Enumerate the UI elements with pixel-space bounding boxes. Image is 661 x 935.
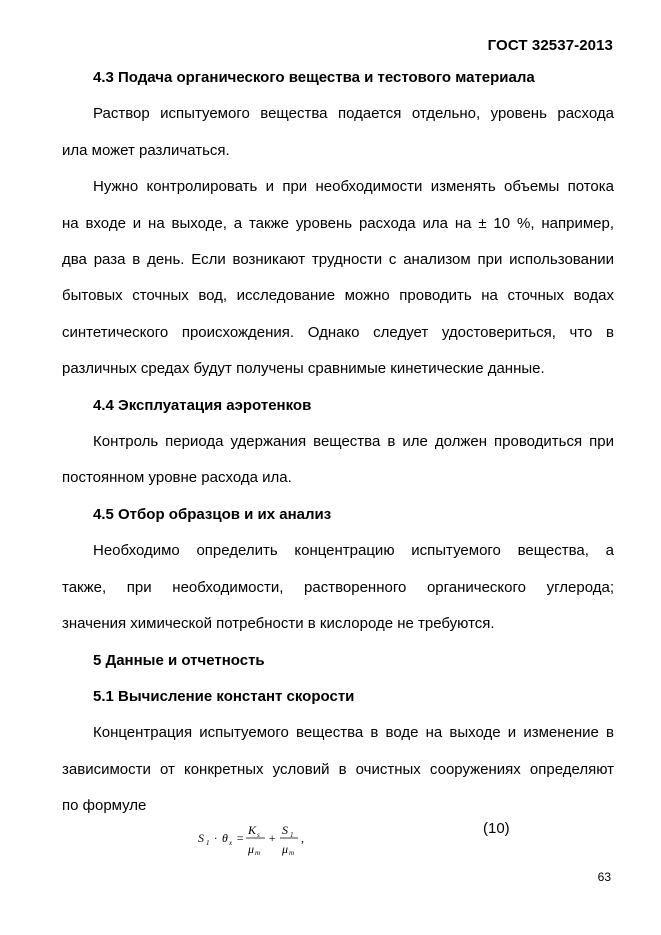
section-heading-4-4: 4.4 Эксплуатация аэротенков — [93, 396, 312, 414]
section-heading-5-1: 5.1 Вычисление констант скорости — [93, 687, 355, 705]
formula-dot: · — [214, 831, 217, 845]
formula-denominator-2: μ — [282, 842, 289, 856]
formula-numerator-2: S — [282, 823, 288, 837]
formula-numerator-2-sub: 1 — [290, 831, 294, 839]
formula-plus: + — [268, 831, 277, 845]
paragraph-line: Контроль периода удержания вещества в иле должен проводиться при — [93, 433, 614, 451]
formula-equals: = — [236, 831, 245, 845]
paragraph-line: ила может различаться. — [62, 141, 230, 159]
paragraph-line: различных средах будут получены сравнимые кинетические данные. — [62, 360, 545, 378]
paragraph-line: Необходимо определить концентрацию испытуемого вещества, а — [93, 542, 614, 560]
paragraph-line: также, при необходимости, растворенного органического углерода; — [62, 578, 614, 596]
paragraph-line: синтетического происхождения. Однако следует удостовериться, что в — [62, 323, 614, 341]
paragraph-line: два раза в день. Если возникают трудности с анализом при использовании — [62, 251, 614, 269]
formula-row — [0, 814, 661, 864]
formula-theta: θ — [222, 831, 228, 845]
formula-s-sub: 1 — [206, 839, 210, 847]
paragraph-line: бытовых сточных вод, исследование можно проводить на сточных водах — [62, 287, 614, 305]
paragraph-line: Раствор испытуемого вещества подается отдельно, уровень расхода — [93, 105, 614, 123]
section-heading-5: 5 Данные и отчетность — [93, 651, 265, 669]
formula-comma: , — [301, 831, 304, 845]
paragraph-line: значения химической потребности в кислороде не требуются. — [62, 615, 495, 633]
paragraph-line: постоянном уровне расхода ила. — [62, 469, 292, 487]
formula-numerator-1: K — [248, 823, 257, 837]
paragraph-line: Нужно контролировать и при необходимости изменять объемы потока — [93, 178, 614, 196]
section-heading-4-3: 4.3 Подача органического вещества и тестового материала — [93, 69, 535, 86]
formula-s: S — [198, 831, 204, 845]
rate-formula — [198, 820, 318, 860]
formula-numerator-1-sub: s — [257, 831, 260, 839]
document-body — [62, 60, 614, 825]
standard-header: ГОСТ 32537-2013 — [487, 37, 613, 54]
paragraph-line: Концентрация испытуемого вещества в воде на выходе и изменение в — [93, 724, 614, 742]
formula-denominator-1: μ — [248, 842, 255, 856]
paragraph-line: на входе и на выходе, а также уровень расхода ила на ± 10 %, например, — [62, 214, 614, 232]
formula-denominator-1-sub: m — [255, 849, 261, 857]
formula-denominator-2-sub: m — [289, 849, 295, 857]
page-number: 63 — [597, 870, 611, 884]
equation-number: (10) — [483, 820, 510, 837]
formula-theta-sub: x — [229, 839, 233, 847]
paragraph-line: по формуле — [62, 797, 147, 815]
paragraph-line: зависимости от конкретных условий в очистных сооружениях определяют — [62, 760, 614, 778]
section-heading-4-5: 4.5 Отбор образцов и их анализ — [93, 505, 332, 523]
